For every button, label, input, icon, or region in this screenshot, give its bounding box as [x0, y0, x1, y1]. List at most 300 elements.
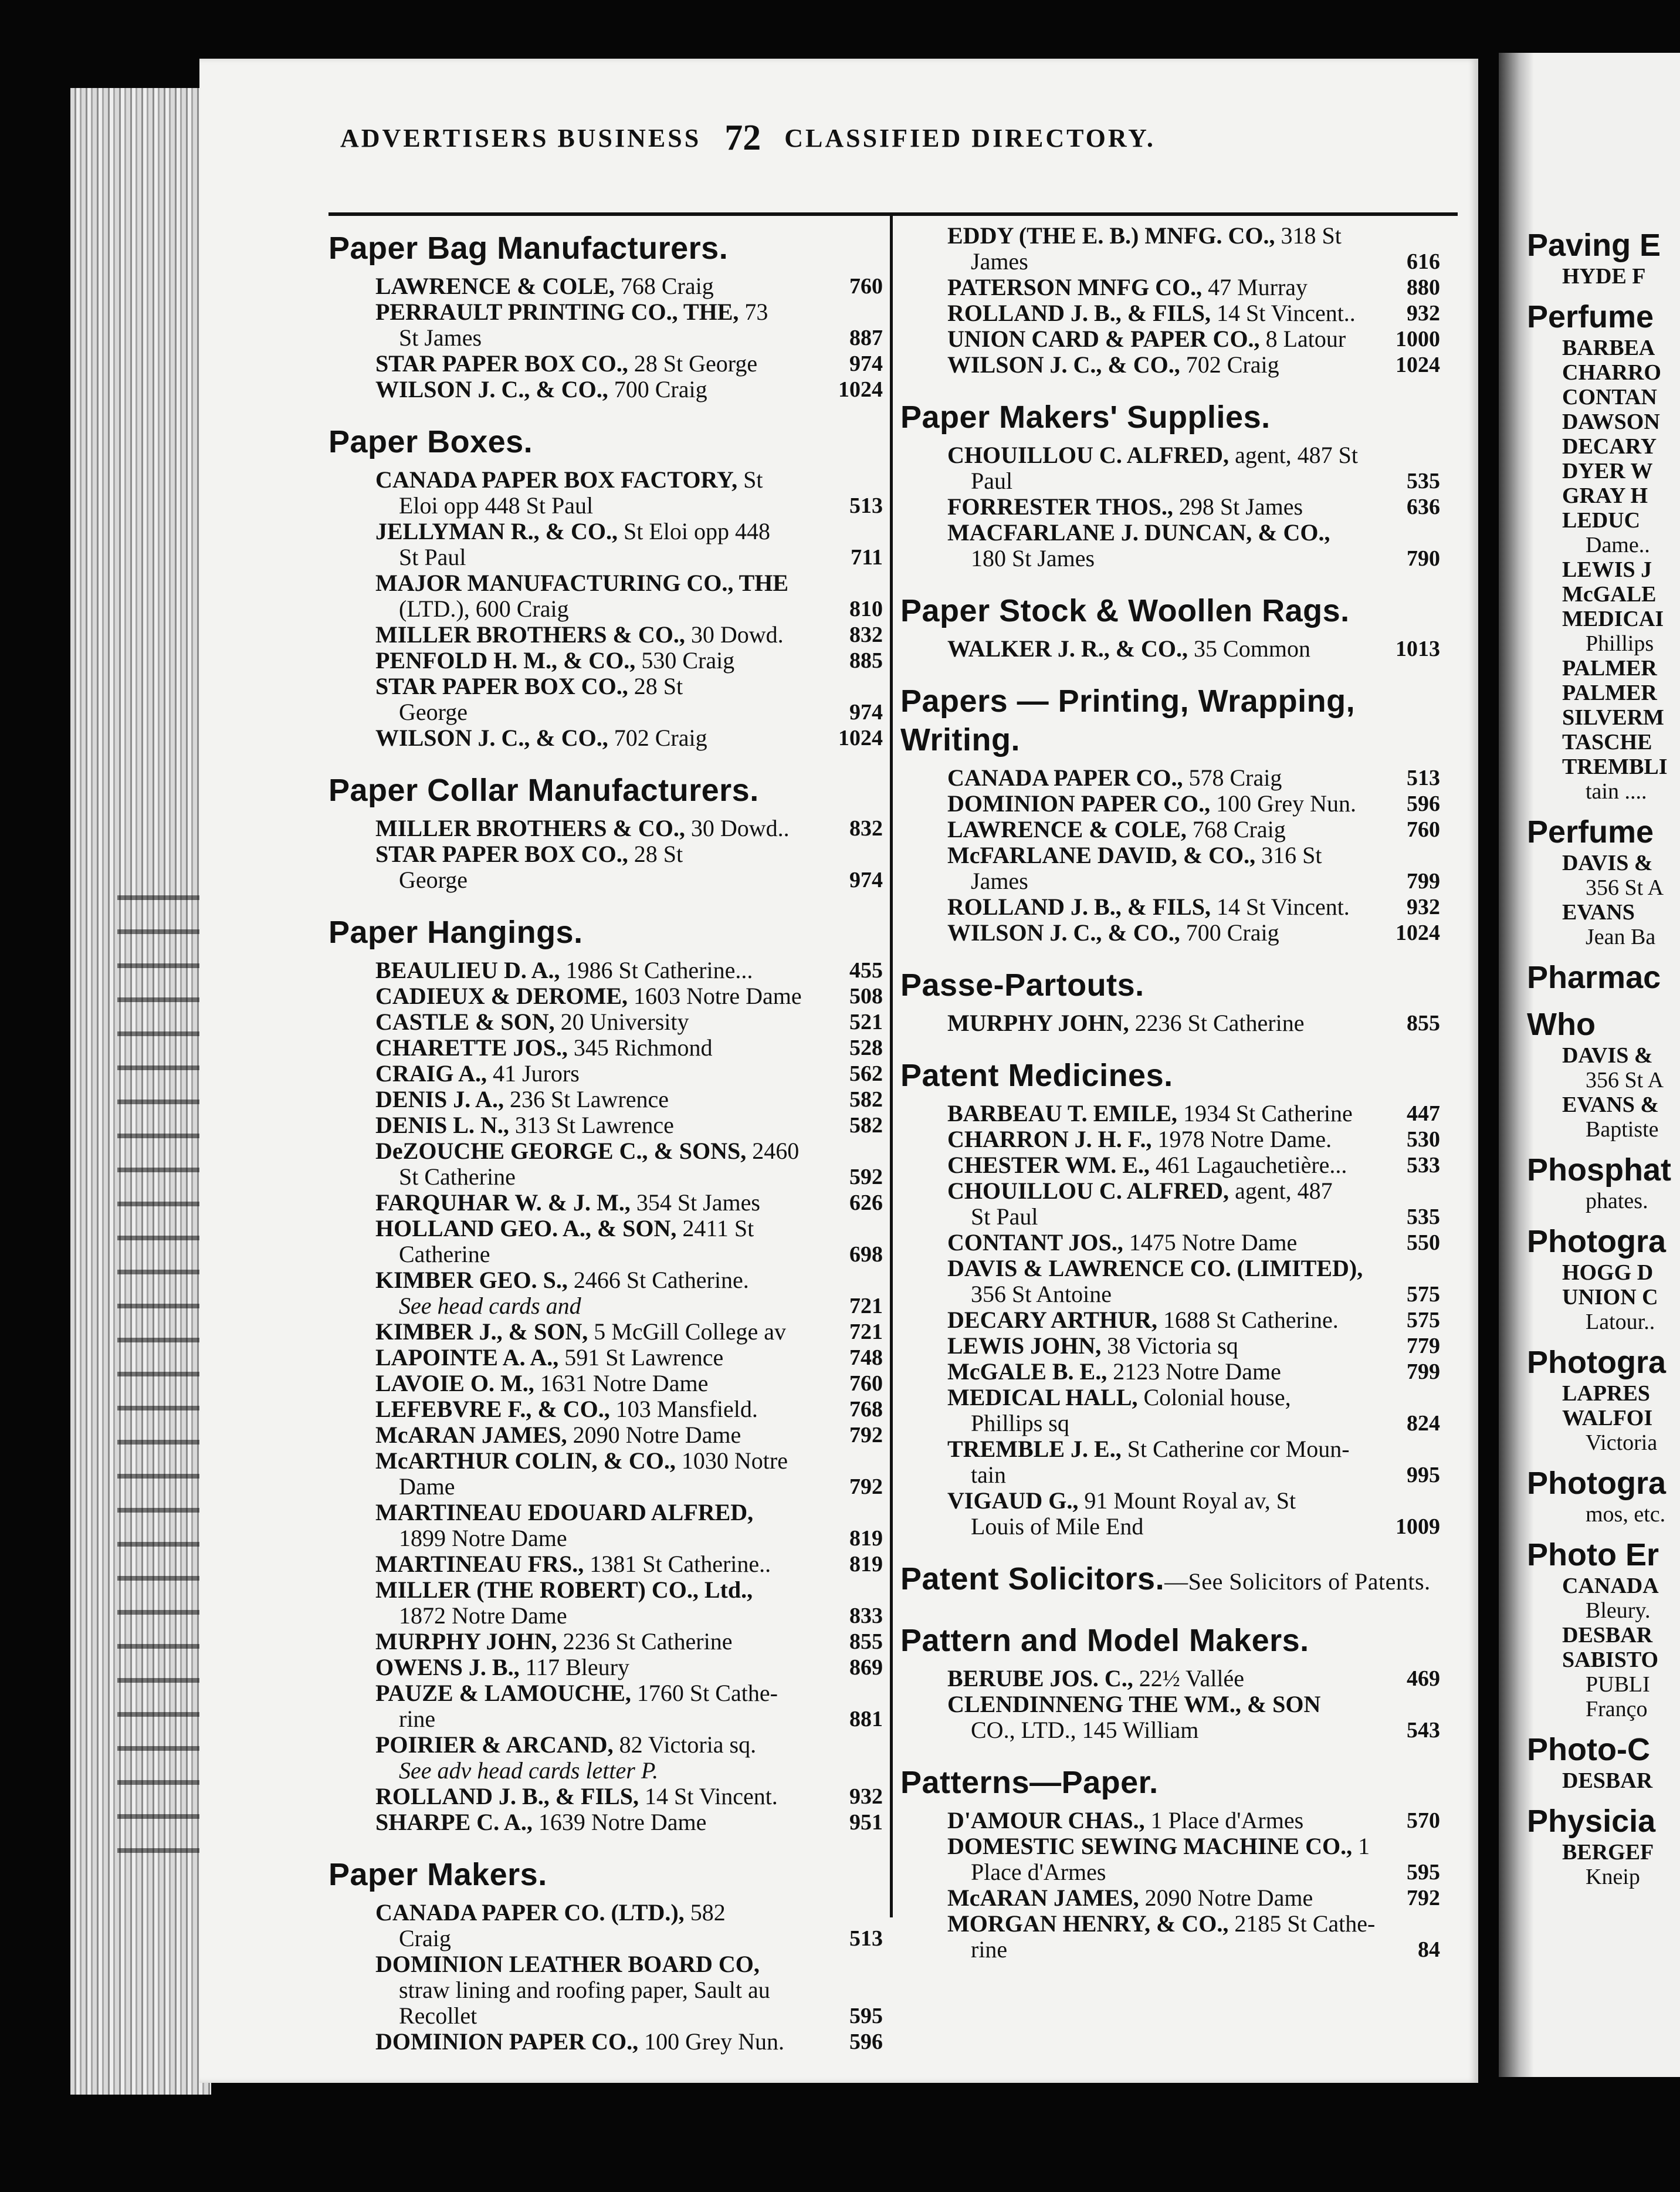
entry-name: CHESTER WM. E.,: [947, 1152, 1150, 1178]
entry-address: 82 Victoria sq.: [619, 1731, 757, 1758]
directory-entry: [328, 1680, 883, 1732]
entry-continuation: George: [399, 699, 468, 725]
entry-address: St Catherine cor Moun-: [1127, 1436, 1350, 1462]
neighbor-line: phates.: [1586, 1189, 1648, 1213]
entry-name: CADIEUX & DEROME,: [375, 983, 628, 1009]
entry-address: 2185 St Cathe-: [1234, 1910, 1376, 1937]
directory-entry: [328, 1732, 883, 1784]
entry-address: 2466 St Catherine.: [573, 1267, 749, 1293]
neighbor-category: Phosphat: [1527, 1152, 1672, 1188]
neighbor-line: CANADA: [1562, 1574, 1659, 1598]
neighbor-line: 356 St A: [1586, 875, 1664, 900]
entry-name: CHOUILLOU C. ALFRED,: [947, 442, 1229, 468]
directory-entry: [900, 1385, 1440, 1436]
entry-page-ref: 792: [1407, 1886, 1440, 1910]
directory-entry: [900, 765, 1440, 791]
entry-continuation: James: [971, 248, 1028, 275]
entry-name: McARAN JAMES,: [947, 1885, 1139, 1911]
category-heading: Paper Boxes.: [328, 424, 533, 459]
entry-name: WILSON J. C., & CO.,: [947, 919, 1180, 946]
directory-entry: [328, 1448, 883, 1500]
directory-entry: [328, 1900, 883, 1951]
directory-entry: [900, 1152, 1440, 1178]
page-number: 72: [724, 117, 761, 158]
entry-name: CHARETTE JOS.,: [375, 1034, 568, 1061]
entry-address: 1688 St Catherine.: [1163, 1307, 1339, 1333]
entry-page-ref: 885: [849, 648, 883, 673]
entry-address: 20 University: [560, 1009, 689, 1035]
directory-entry: [900, 1834, 1440, 1885]
entry-address: 103 Mansfield.: [615, 1396, 758, 1422]
entry-page-ref: 550: [1407, 1230, 1440, 1255]
directory-entry: [900, 1911, 1440, 1963]
neighbor-line: tain ....: [1586, 779, 1647, 804]
entry-name: DOMINION PAPER CO.,: [947, 790, 1211, 817]
entry-name: MILLER (THE ROBERT) CO., Ltd.,: [375, 1577, 753, 1603]
directory-entry: [328, 1345, 883, 1371]
neighbor-line: DESBAR: [1562, 1768, 1653, 1793]
entry-address: 1934 St Catherine: [1183, 1100, 1353, 1127]
entry-name: LAPOINTE A. A.,: [375, 1344, 559, 1371]
entry-name: UNION CARD & PAPER CO.,: [947, 326, 1260, 352]
entry-name: STAR PAPER BOX CO.,: [375, 350, 628, 377]
neighbor-category: Perfume: [1527, 299, 1654, 334]
entry-address: 22½ Vallée: [1139, 1665, 1244, 1692]
directory-entry: [900, 1692, 1440, 1743]
entry-name: CONTANT JOS.,: [947, 1229, 1123, 1256]
entry-address: agent, 487: [1235, 1178, 1333, 1204]
entry-name: LAWRENCE & COLE,: [947, 816, 1187, 843]
directory-entry: [328, 519, 883, 570]
neighbor-line: PUBLI: [1586, 1672, 1650, 1697]
entry-name: CANADA PAPER CO. (LTD.),: [375, 1899, 685, 1926]
entry-address: 1603 Notre Dame: [634, 983, 802, 1009]
neighbor-line: HYDE F: [1562, 264, 1646, 289]
entry-page-ref: 570: [1407, 1808, 1440, 1833]
entry-page-ref: 533: [1407, 1153, 1440, 1178]
entry-name: KIMBER GEO. S.,: [375, 1267, 568, 1293]
entry-name: WILSON J. C., & CO.,: [375, 376, 608, 402]
category-heading: Patent Medicines.: [900, 1058, 1173, 1093]
entry-page-ref: 832: [849, 623, 883, 647]
entry-name: DENIS L. N.,: [375, 1112, 509, 1138]
entry-page-ref: 84: [1418, 1937, 1440, 1962]
directory-entry: [900, 843, 1440, 894]
entry-address: 28 St: [634, 673, 683, 699]
directory-entry: [328, 1061, 883, 1087]
entry-name: KIMBER J., & SON,: [375, 1318, 588, 1345]
directory-entry: [900, 300, 1440, 326]
neighbor-line: Bleury.: [1586, 1598, 1651, 1623]
directory-entry: [900, 1127, 1440, 1152]
directory-entry: [328, 1009, 883, 1035]
entry-address: 316 St: [1261, 842, 1322, 868]
directory-entry: [328, 725, 883, 751]
entry-name: WILSON J. C., & CO.,: [947, 351, 1180, 378]
neighbor-line: BERGEF: [1562, 1840, 1654, 1865]
neighbor-line: 356 St A: [1586, 1068, 1664, 1092]
neighbor-line: Victoria: [1586, 1430, 1658, 1455]
entry-address: 2090 Notre Dame: [573, 1422, 741, 1448]
entry-name: D'AMOUR CHAS.,: [947, 1807, 1145, 1834]
entry-address: agent, 487 St: [1235, 442, 1359, 468]
directory-entry: [328, 377, 883, 402]
entry-address: 702 Craig: [1186, 351, 1279, 378]
entry-page-ref: 711: [851, 545, 883, 570]
category-heading: Patent Solicitors.—See Solicitors of Patents.: [900, 1561, 1431, 1596]
entry-name: STAR PAPER BOX CO.,: [375, 841, 628, 867]
entry-name: MAJOR MANUFACTURING CO., THE: [375, 570, 789, 596]
entry-continuation: James: [971, 868, 1028, 894]
neighbor-line: EVANS &: [1562, 1092, 1659, 1117]
neighbor-line: Franço: [1586, 1697, 1648, 1721]
neighbor-category: Physicia: [1527, 1804, 1656, 1839]
entry-name: LAWRENCE & COLE,: [375, 273, 615, 299]
directory-entry: [900, 223, 1440, 275]
neighbor-category: Perfume: [1527, 814, 1654, 850]
neighbor-line: DECARY: [1562, 434, 1657, 459]
entry-address: 1475 Notre Dame: [1129, 1229, 1298, 1256]
entry-page-ref: 626: [849, 1190, 883, 1215]
left-column: [328, 223, 883, 2055]
entry-page-ref: 995: [1407, 1463, 1440, 1487]
entry-address: 298 St James: [1178, 493, 1303, 520]
neighbor-line: Kneip: [1586, 1865, 1640, 1889]
entry-note: See head cards and: [399, 1293, 581, 1319]
entry-name: CHOUILLOU C. ALFRED,: [947, 1178, 1229, 1204]
entry-page-ref: 575: [1407, 1308, 1440, 1332]
entry-page-ref: 636: [1407, 495, 1440, 519]
entry-address: St Eloi opp 448: [624, 518, 771, 544]
directory-entry: [328, 958, 883, 983]
directory-entry: [900, 1178, 1440, 1230]
entry-name: LEWIS JOHN,: [947, 1332, 1102, 1359]
entry-name: CANADA PAPER BOX FACTORY,: [375, 466, 738, 493]
header-right: CLASSIFIED DIRECTORY.: [784, 123, 1156, 153]
entry-name: WALKER J. R., & CO.,: [947, 635, 1188, 662]
neighbor-line: Dame..: [1586, 533, 1650, 557]
entry-name: McARAN JAMES,: [375, 1422, 567, 1448]
entry-name: MACFARLANE J. DUNCAN, & CO.,: [947, 519, 1330, 546]
neighbor-category: Photogra: [1527, 1224, 1666, 1259]
entry-continuation: St Catherine: [399, 1163, 516, 1190]
directory-entry: [900, 1666, 1440, 1692]
entry-page-ref: 447: [1407, 1101, 1440, 1126]
entry-continuation: 180 St James: [971, 545, 1095, 571]
entry-address: 578 Craig: [1188, 765, 1282, 791]
neighbor-line: SILVERM: [1562, 705, 1664, 730]
entry-name: DENIS J. A.,: [375, 1086, 504, 1112]
entry-address: 73: [744, 299, 768, 325]
entry-name: MURPHY JOHN,: [947, 1010, 1129, 1036]
entry-name: MURPHY JOHN,: [375, 1628, 557, 1655]
entry-page-ref: 543: [1407, 1718, 1440, 1743]
entry-continuation: 1899 Notre Dame: [399, 1525, 567, 1551]
entry-name: HOLLAND GEO. A., & SON,: [375, 1215, 677, 1242]
neighbor-line: EVANS: [1562, 900, 1635, 925]
neighbor-category: Pharmac: [1527, 960, 1661, 995]
entry-page-ref: 855: [1407, 1011, 1440, 1036]
entry-address: 354 St James: [636, 1189, 760, 1216]
entry-page-ref: 1024: [838, 726, 883, 750]
entry-continuation: 1872 Notre Dame: [399, 1602, 567, 1629]
neighbor-line: MEDICAI: [1562, 607, 1664, 631]
entry-name: DOMESTIC SEWING MACHINE CO.,: [947, 1833, 1353, 1859]
entry-page-ref: 595: [849, 2004, 883, 2028]
entry-page-ref: 595: [1407, 1860, 1440, 1885]
entry-page-ref: 1013: [1396, 637, 1440, 661]
directory-entry: [328, 1809, 883, 1835]
neighbor-category: Paving E: [1527, 228, 1661, 263]
directory-entry: [328, 648, 883, 674]
directory-entry: [328, 1216, 883, 1267]
entry-name: LAVOIE O. M.,: [375, 1370, 534, 1396]
entry-address: 100 Grey Nun.: [1216, 790, 1356, 817]
entry-name: VIGAUD G.,: [947, 1487, 1079, 1514]
neighbor-category: Photo Er: [1527, 1537, 1659, 1572]
entry-page-ref: 932: [1407, 301, 1440, 326]
entry-page-ref: 819: [849, 1552, 883, 1577]
entry-page-ref: 792: [849, 1474, 883, 1499]
entry-address: 28 St George: [634, 350, 758, 377]
entry-name: MILLER BROTHERS & CO.,: [375, 621, 685, 648]
entry-page-ref: 592: [849, 1165, 883, 1189]
category-heading: Pattern and Model Makers.: [900, 1623, 1309, 1658]
directory-entry: [900, 894, 1440, 920]
directory-entry: [900, 275, 1440, 300]
category-heading: Paper Hangings.: [328, 915, 583, 950]
directory-entry: [328, 2029, 883, 2055]
entry-page-ref: 768: [849, 1397, 883, 1422]
entry-page-ref: 562: [849, 1061, 883, 1086]
neighbor-line: CHARRO: [1562, 360, 1661, 385]
directory-entry: [900, 1230, 1440, 1256]
directory-entry: [328, 1371, 883, 1396]
entry-address: Colonial house,: [1143, 1384, 1291, 1410]
directory-entry: [328, 1138, 883, 1190]
entry-continuation: Place d'Armes: [971, 1859, 1106, 1885]
entry-name: BEAULIEU D. A.,: [375, 957, 560, 983]
entry-address: 1986 St Catherine...: [565, 957, 753, 983]
entry-address: 530 Craig: [641, 647, 735, 674]
entry-name: OWENS J. B.,: [375, 1654, 520, 1680]
header-left: ADVERTISERS BUSINESS: [340, 123, 702, 153]
entry-page-ref: 469: [1407, 1666, 1440, 1691]
entry-name: MARTINEAU FRS.,: [375, 1551, 584, 1577]
directory-entry: [900, 1436, 1440, 1488]
entry-address: 2411 St: [682, 1215, 754, 1242]
entry-page-ref: 1009: [1396, 1514, 1440, 1539]
entry-page-ref: 535: [1407, 469, 1440, 493]
entry-continuation: Craig: [399, 1925, 451, 1951]
entry-continuation: George: [399, 867, 468, 893]
entry-page-ref: 721: [849, 1294, 883, 1318]
column-divider: [890, 216, 893, 1917]
entry-address: 313 St Lawrence: [514, 1112, 674, 1138]
category-heading: Paper Stock & Woollen Rags.: [900, 593, 1350, 628]
entry-name: POIRIER & ARCAND,: [375, 1731, 614, 1758]
neighbor-line: DAVIS &: [1562, 851, 1653, 875]
neighbor-line: BARBEA: [1562, 336, 1655, 360]
entry-address: 1639 Notre Dame: [538, 1809, 707, 1835]
entry-page-ref: 819: [849, 1526, 883, 1551]
entry-page-ref: 974: [849, 700, 883, 725]
entry-page-ref: 779: [1407, 1334, 1440, 1358]
neighbor-line: LEWIS J: [1562, 557, 1652, 582]
neighbor-line: Jean Ba: [1586, 925, 1656, 949]
entry-address: 2123 Notre Dame: [1113, 1358, 1281, 1385]
entry-page-ref: 760: [849, 1371, 883, 1396]
neighbor-line: DESBAR: [1562, 1623, 1653, 1648]
entry-address: 35 Common: [1194, 635, 1310, 662]
entry-address: 91 Mount Royal av, St: [1084, 1487, 1296, 1514]
entry-continuation: rine: [971, 1936, 1008, 1963]
entry-page-ref: 887: [849, 326, 883, 350]
entry-address: 768 Craig: [620, 273, 714, 299]
entry-page-ref: 528: [849, 1036, 883, 1060]
entry-name: FORRESTER THOS.,: [947, 493, 1173, 520]
neighbor-line: McGALE: [1562, 582, 1657, 607]
entry-continuation: Dame: [399, 1473, 455, 1500]
entry-continuation: 356 St Antoine: [971, 1281, 1112, 1307]
entry-name: MEDICAL HALL,: [947, 1384, 1138, 1410]
directory-entry: [328, 1112, 883, 1138]
neighbor-line: LAPRES: [1562, 1381, 1650, 1406]
directory-entry: [328, 299, 883, 351]
entry-page-ref: 455: [849, 958, 883, 983]
neighbor-line: UNION C: [1562, 1285, 1658, 1310]
header-rule: [328, 212, 1458, 216]
directory-entry: [328, 273, 883, 299]
entry-address: 2090 Notre Dame: [1144, 1885, 1313, 1911]
directory-entry: [900, 494, 1440, 520]
directory-entry: [900, 352, 1440, 378]
directory-entry: [328, 1951, 883, 2029]
directory-entry: [900, 1333, 1440, 1359]
directory-entry: [900, 442, 1440, 494]
entry-page-ref: 881: [849, 1707, 883, 1731]
entry-name: JELLYMAN R., & CO.,: [375, 518, 618, 544]
entry-page-ref: 596: [849, 2029, 883, 2054]
entry-name: STAR PAPER BOX CO.,: [375, 673, 628, 699]
entry-address: 1381 St Catherine..: [590, 1551, 771, 1577]
directory-entry: [328, 622, 883, 648]
entry-page-ref: 760: [1407, 817, 1440, 842]
entry-address: 582: [690, 1899, 726, 1926]
directory-entry: [900, 1307, 1440, 1333]
neighbor-line: PALMER: [1562, 681, 1657, 705]
entry-page-ref: 869: [849, 1655, 883, 1680]
neighbor-line: CONTAN: [1562, 385, 1657, 410]
entry-page-ref: 1024: [1396, 921, 1440, 945]
entry-name: PAUZE & LAMOUCHE,: [375, 1680, 631, 1706]
entry-name: CRAIG A.,: [375, 1060, 487, 1087]
entry-page-ref: 582: [849, 1113, 883, 1138]
entry-address: 14 St Vincent.: [644, 1783, 778, 1809]
neighbor-category: Photo-C: [1527, 1732, 1650, 1767]
entry-page-ref: 596: [1407, 791, 1440, 816]
entry-name: McARTHUR COLIN, & CO.,: [375, 1447, 676, 1474]
entry-page-ref: 932: [1407, 895, 1440, 919]
entry-name: CHARRON J. H. F.,: [947, 1126, 1152, 1152]
directory-entry: [900, 326, 1440, 352]
neighbor-line: DAWSON: [1562, 410, 1660, 434]
entry-address: 702 Craig: [614, 725, 707, 751]
entry-name: MARTINEAU EDOUARD ALFRED,: [375, 1499, 754, 1525]
directory-entry: [900, 791, 1440, 817]
entry-page-ref: 951: [849, 1810, 883, 1835]
entry-address: 1 Place d'Armes: [1150, 1807, 1304, 1834]
entry-name: BERUBE JOS. C.,: [947, 1665, 1133, 1692]
entry-page-ref: 1000: [1396, 327, 1440, 351]
neighbor-line: WALFOI: [1562, 1406, 1653, 1430]
entry-continuation: Catherine: [399, 1241, 490, 1267]
entry-address: 1978 Notre Dame.: [1157, 1126, 1332, 1152]
entry-name: SHARPE C. A.,: [375, 1809, 533, 1835]
neighbor-category: Who: [1527, 1007, 1596, 1042]
entry-name: CASTLE & SON,: [375, 1009, 555, 1035]
directory-entry: [328, 351, 883, 377]
entry-address: 38 Victoria sq: [1107, 1332, 1238, 1359]
neighbor-line: SABISTO: [1562, 1648, 1659, 1672]
entry-page-ref: 508: [849, 984, 883, 1009]
entry-address: 14 St Vincent..: [1216, 300, 1356, 326]
entry-page-ref: 824: [1407, 1411, 1440, 1436]
entry-address: St: [743, 466, 763, 493]
entry-continuation: Louis of Mile End: [971, 1513, 1144, 1540]
entry-name: McGALE B. E.,: [947, 1358, 1107, 1385]
entry-page-ref: 832: [849, 816, 883, 841]
entry-address: 1760 St Cathe-: [636, 1680, 778, 1706]
category-heading: Paper Collar Manufacturers.: [328, 773, 759, 808]
directory-entry: [328, 570, 883, 622]
neighbor-line: LEDUC: [1562, 508, 1641, 533]
directory-entry: [900, 1010, 1440, 1036]
neighbor-line: HOGG D: [1562, 1260, 1654, 1285]
entry-address: 591 St Lawrence: [564, 1344, 724, 1371]
entry-page-ref: 616: [1407, 249, 1440, 274]
entry-address: 461 Lagauchetière...: [1155, 1152, 1347, 1178]
entry-name: PERRAULT PRINTING CO., THE,: [375, 299, 739, 325]
neighbor-line: mos, etc.: [1586, 1502, 1666, 1527]
entry-page-ref: 530: [1407, 1127, 1440, 1152]
neighbor-line: Latour..: [1586, 1310, 1655, 1334]
entry-address: 768 Craig: [1192, 816, 1286, 843]
directory-entry: [328, 1422, 883, 1448]
category-heading: Paper Bag Manufacturers.: [328, 231, 729, 266]
entry-address: 28 St: [634, 841, 683, 867]
directory-entry: [328, 1035, 883, 1061]
entry-name: ROLLAND J. B., & FILS,: [947, 894, 1211, 920]
entry-address: 2236 St Catherine: [563, 1628, 733, 1655]
entry-continuation: Eloi opp 448 St Paul: [399, 492, 594, 519]
entry-page-ref: 974: [849, 868, 883, 892]
entry-page-ref: 974: [849, 351, 883, 376]
neighbor-line: Baptiste: [1586, 1117, 1659, 1142]
entry-name: DOMINION PAPER CO.,: [375, 2028, 639, 2055]
entry-name: TREMBLE J. E.,: [947, 1436, 1122, 1462]
entry-name: MILLER BROTHERS & CO.,: [375, 815, 685, 841]
entry-page-ref: 582: [849, 1087, 883, 1112]
entry-name: DOMINION LEATHER BOARD CO,: [375, 1951, 760, 1977]
directory-entry: [328, 1577, 883, 1629]
neighbor-line: GRAY H: [1562, 483, 1648, 508]
entry-name: DAVIS & LAWRENCE CO. (LIMITED),: [947, 1255, 1363, 1281]
entry-page-ref: 792: [849, 1423, 883, 1447]
entry-page-ref: 748: [849, 1345, 883, 1370]
directory-entry: [900, 1256, 1440, 1307]
entry-page-ref: 513: [849, 493, 883, 518]
